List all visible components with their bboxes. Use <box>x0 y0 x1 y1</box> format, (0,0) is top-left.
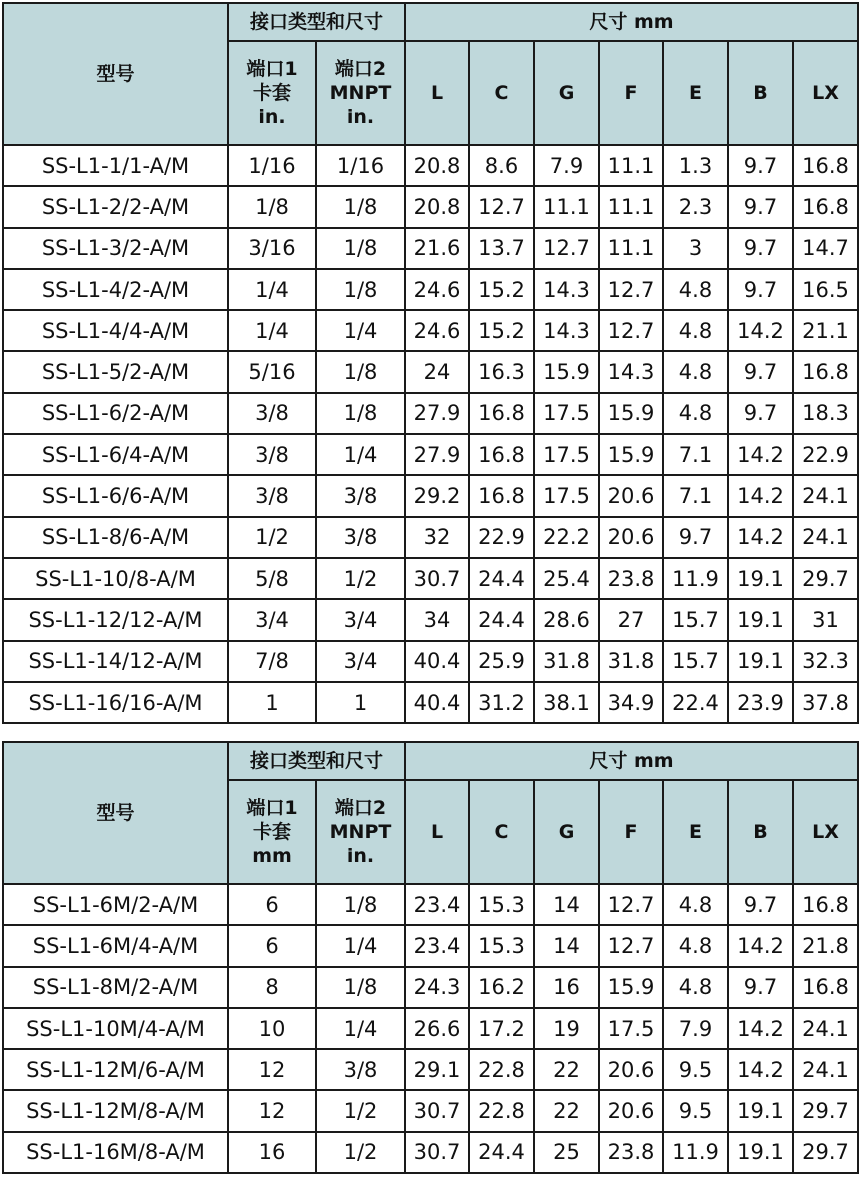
header-size-group: 尺寸 mm <box>405 3 858 41</box>
cell-f: 11.1 <box>599 228 663 269</box>
cell-b: 9.7 <box>728 269 793 310</box>
cell-lx: 24.1 <box>793 1049 858 1090</box>
header-port2-unit: in. <box>346 106 375 129</box>
cell-lx: 16.8 <box>793 145 858 186</box>
cell-port1: 16 <box>228 1132 316 1173</box>
cell-c: 16.8 <box>469 434 534 475</box>
cell-port2: 1 <box>316 682 405 723</box>
header-dim-lx: LX <box>793 41 858 145</box>
cell-g: 17.5 <box>534 393 599 434</box>
header-port1-line1: 端口1 <box>246 57 298 80</box>
cell-lx: 32.3 <box>793 641 858 682</box>
header-port2-line1: 端口2 <box>334 57 387 80</box>
cell-g: 14 <box>534 925 599 966</box>
cell-e: 4.8 <box>663 351 728 392</box>
cell-lx: 24.1 <box>793 517 858 558</box>
cell-b: 9.7 <box>728 351 793 392</box>
cell-e: 2.3 <box>663 186 728 227</box>
cell-l: 24.3 <box>405 967 469 1008</box>
table-row <box>3 641 858 682</box>
table-row <box>3 310 858 351</box>
cell-lx: 18.3 <box>793 393 858 434</box>
cell-lx: 24.1 <box>793 1008 858 1049</box>
cell-model: SS-L1-14/12-A/M <box>3 641 228 682</box>
cell-b: 9.7 <box>728 967 793 1008</box>
cell-e: 11.9 <box>663 558 728 599</box>
cell-c: 24.4 <box>469 599 534 640</box>
cell-c: 22.8 <box>469 1049 534 1090</box>
cell-b: 9.7 <box>728 884 793 925</box>
cell-b: 14.2 <box>728 517 793 558</box>
header-dim-l: L <box>405 41 469 145</box>
cell-l: 21.6 <box>405 228 469 269</box>
header-dim-g: G <box>534 41 599 145</box>
table-row <box>3 1049 858 1090</box>
table-row <box>3 393 858 434</box>
header-port1 <box>228 41 316 145</box>
table-row <box>3 1090 858 1131</box>
table-row <box>3 599 858 640</box>
cell-lx: 16.8 <box>793 967 858 1008</box>
cell-model: SS-L1-6/6-A/M <box>3 475 228 516</box>
cell-c: 16.3 <box>469 351 534 392</box>
cell-port1: 12 <box>228 1049 316 1090</box>
cell-g: 14.3 <box>534 310 599 351</box>
table-row <box>3 558 858 599</box>
table-row <box>3 1132 858 1173</box>
header-dim-f: F <box>599 41 663 145</box>
cell-port1: 7/8 <box>228 641 316 682</box>
cell-f: 20.6 <box>599 1090 663 1131</box>
cell-c: 13.7 <box>469 228 534 269</box>
cell-port2: 3/4 <box>316 641 405 682</box>
cell-port2: 1/16 <box>316 145 405 186</box>
cell-lx: 14.7 <box>793 228 858 269</box>
header-dim-e: E <box>663 780 728 884</box>
cell-port1: 3/8 <box>228 393 316 434</box>
cell-f: 31.8 <box>599 641 663 682</box>
cell-g: 14 <box>534 884 599 925</box>
cell-lx: 29.7 <box>793 558 858 599</box>
cell-f: 20.6 <box>599 1049 663 1090</box>
cell-e: 4.8 <box>663 269 728 310</box>
cell-e: 11.9 <box>663 1132 728 1173</box>
table-row <box>3 228 858 269</box>
header-port2 <box>316 41 405 145</box>
cell-c: 22.9 <box>469 517 534 558</box>
cell-port1: 1/2 <box>228 517 316 558</box>
cell-port1: 1/4 <box>228 269 316 310</box>
cell-c: 22.8 <box>469 1090 534 1131</box>
cell-port2: 1/2 <box>316 1132 405 1173</box>
cell-port1: 8 <box>228 967 316 1008</box>
cell-l: 24.6 <box>405 310 469 351</box>
cell-model: SS-L1-8M/2-A/M <box>3 967 228 1008</box>
cell-port1: 6 <box>228 884 316 925</box>
cell-port1: 6 <box>228 925 316 966</box>
cell-port2: 1/8 <box>316 967 405 1008</box>
cell-b: 9.7 <box>728 228 793 269</box>
cell-model: SS-L1-12/12-A/M <box>3 599 228 640</box>
cell-lx: 22.9 <box>793 434 858 475</box>
metric-dimensions-table <box>2 741 859 1174</box>
cell-b: 23.9 <box>728 682 793 723</box>
cell-port2: 3/8 <box>316 1049 405 1090</box>
cell-g: 22 <box>534 1090 599 1131</box>
header-size-group: 尺寸 mm <box>405 742 858 780</box>
header-port2-line2: MNPT <box>329 81 392 104</box>
cell-b: 14.2 <box>728 925 793 966</box>
cell-port2: 1/8 <box>316 884 405 925</box>
header-port1-unit: in. <box>258 106 286 129</box>
cell-g: 12.7 <box>534 228 599 269</box>
cell-e: 1.3 <box>663 145 728 186</box>
cell-f: 11.1 <box>599 145 663 186</box>
cell-c: 24.4 <box>469 1132 534 1173</box>
header-port2-line1: 端口2 <box>334 796 387 819</box>
header-dim-e: E <box>663 41 728 145</box>
cell-lx: 37.8 <box>793 682 858 723</box>
cell-port1: 5/8 <box>228 558 316 599</box>
header-dim-b: B <box>728 780 793 884</box>
cell-port2: 1/8 <box>316 186 405 227</box>
cell-port1: 3/16 <box>228 228 316 269</box>
cell-b: 14.2 <box>728 434 793 475</box>
cell-g: 17.5 <box>534 475 599 516</box>
header-port-group: 接口类型和尺寸 <box>228 742 405 780</box>
cell-f: 23.8 <box>599 1132 663 1173</box>
cell-g: 25 <box>534 1132 599 1173</box>
cell-model: SS-L1-2/2-A/M <box>3 186 228 227</box>
cell-l: 30.7 <box>405 558 469 599</box>
cell-c: 15.2 <box>469 310 534 351</box>
cell-port2: 3/8 <box>316 475 405 516</box>
cell-model: SS-L1-6/2-A/M <box>3 393 228 434</box>
cell-l: 24 <box>405 351 469 392</box>
cell-g: 17.5 <box>534 434 599 475</box>
header-port2-unit: in. <box>346 845 375 868</box>
cell-e: 7.1 <box>663 434 728 475</box>
cell-e: 15.7 <box>663 599 728 640</box>
cell-e: 4.8 <box>663 310 728 351</box>
cell-port1: 1/8 <box>228 186 316 227</box>
cell-l: 32 <box>405 517 469 558</box>
cell-l: 34 <box>405 599 469 640</box>
cell-c: 16.8 <box>469 475 534 516</box>
cell-c: 16.8 <box>469 393 534 434</box>
header-model: 型号 <box>3 742 228 884</box>
cell-lx: 16.5 <box>793 269 858 310</box>
cell-model: SS-L1-5/2-A/M <box>3 351 228 392</box>
cell-port2: 1/2 <box>316 1090 405 1131</box>
cell-port2: 1/4 <box>316 925 405 966</box>
cell-port2: 3/8 <box>316 517 405 558</box>
cell-model: SS-L1-4/4-A/M <box>3 310 228 351</box>
cell-e: 9.5 <box>663 1049 728 1090</box>
cell-model: SS-L1-8/6-A/M <box>3 517 228 558</box>
cell-c: 17.2 <box>469 1008 534 1049</box>
cell-e: 15.7 <box>663 641 728 682</box>
cell-port2: 1/8 <box>316 228 405 269</box>
cell-lx: 16.8 <box>793 186 858 227</box>
cell-e: 4.8 <box>663 393 728 434</box>
cell-f: 12.7 <box>599 925 663 966</box>
cell-l: 29.1 <box>405 1049 469 1090</box>
cell-e: 3 <box>663 228 728 269</box>
header-dim-f: F <box>599 780 663 884</box>
cell-e: 4.8 <box>663 967 728 1008</box>
cell-model: SS-L1-6/4-A/M <box>3 434 228 475</box>
cell-e: 9.7 <box>663 517 728 558</box>
cell-f: 15.9 <box>599 967 663 1008</box>
header-dim-c: C <box>469 41 534 145</box>
cell-b: 19.1 <box>728 558 793 599</box>
cell-lx: 29.7 <box>793 1132 858 1173</box>
cell-f: 15.9 <box>599 434 663 475</box>
table-row <box>3 186 858 227</box>
header-dim-b: B <box>728 41 793 145</box>
cell-lx: 24.1 <box>793 475 858 516</box>
table-row <box>3 967 858 1008</box>
cell-model: SS-L1-4/2-A/M <box>3 269 228 310</box>
cell-b: 19.1 <box>728 1132 793 1173</box>
cell-e: 7.9 <box>663 1008 728 1049</box>
cell-f: 20.6 <box>599 475 663 516</box>
cell-e: 22.4 <box>663 682 728 723</box>
cell-port2: 1/4 <box>316 434 405 475</box>
cell-l: 30.7 <box>405 1132 469 1173</box>
header-port-group: 接口类型和尺寸 <box>228 3 405 41</box>
cell-e: 7.1 <box>663 475 728 516</box>
table-row <box>3 1008 858 1049</box>
cell-port1: 1/16 <box>228 145 316 186</box>
cell-c: 25.9 <box>469 641 534 682</box>
cell-port1: 3/8 <box>228 475 316 516</box>
cell-g: 31.8 <box>534 641 599 682</box>
cell-l: 20.8 <box>405 145 469 186</box>
header-port1-line2: 卡套 <box>252 820 291 843</box>
cell-b: 14.2 <box>728 1008 793 1049</box>
cell-c: 24.4 <box>469 558 534 599</box>
cell-g: 25.4 <box>534 558 599 599</box>
cell-c: 12.7 <box>469 186 534 227</box>
cell-port1: 12 <box>228 1090 316 1131</box>
cell-port2: 1/8 <box>316 351 405 392</box>
cell-model: SS-L1-16M/8-A/M <box>3 1132 228 1173</box>
inch-dimensions-table <box>2 2 859 724</box>
table-row <box>3 884 858 925</box>
header-model: 型号 <box>3 3 228 145</box>
cell-port1: 5/16 <box>228 351 316 392</box>
cell-c: 31.2 <box>469 682 534 723</box>
cell-port2: 1/8 <box>316 269 405 310</box>
header-port1 <box>228 780 316 884</box>
cell-port2: 1/4 <box>316 1008 405 1049</box>
cell-f: 12.7 <box>599 310 663 351</box>
cell-l: 24.6 <box>405 269 469 310</box>
cell-b: 19.1 <box>728 1090 793 1131</box>
cell-f: 23.8 <box>599 558 663 599</box>
cell-lx: 31 <box>793 599 858 640</box>
cell-f: 27 <box>599 599 663 640</box>
cell-l: 40.4 <box>405 682 469 723</box>
cell-c: 15.3 <box>469 884 534 925</box>
table-row <box>3 517 858 558</box>
cell-l: 26.6 <box>405 1008 469 1049</box>
cell-model: SS-L1-16/16-A/M <box>3 682 228 723</box>
cell-f: 14.3 <box>599 351 663 392</box>
header-port1-unit: mm <box>252 845 292 868</box>
cell-g: 22.2 <box>534 517 599 558</box>
cell-model: SS-L1-3/2-A/M <box>3 228 228 269</box>
cell-l: 20.8 <box>405 186 469 227</box>
cell-port1: 3/8 <box>228 434 316 475</box>
cell-port2: 3/4 <box>316 599 405 640</box>
cell-model: SS-L1-6M/4-A/M <box>3 925 228 966</box>
header-dim-l: L <box>405 780 469 884</box>
cell-model: SS-L1-6M/2-A/M <box>3 884 228 925</box>
cell-l: 30.7 <box>405 1090 469 1131</box>
cell-e: 4.8 <box>663 925 728 966</box>
cell-e: 4.8 <box>663 884 728 925</box>
cell-l: 27.9 <box>405 434 469 475</box>
cell-port1: 1 <box>228 682 316 723</box>
cell-model: SS-L1-10/8-A/M <box>3 558 228 599</box>
cell-c: 8.6 <box>469 145 534 186</box>
header-port1-line1: 端口1 <box>246 796 298 819</box>
cell-l: 40.4 <box>405 641 469 682</box>
header-dim-g: G <box>534 780 599 884</box>
cell-model: SS-L1-12M/8-A/M <box>3 1090 228 1131</box>
cell-port2: 1/2 <box>316 558 405 599</box>
cell-port2: 1/4 <box>316 310 405 351</box>
cell-g: 28.6 <box>534 599 599 640</box>
cell-lx: 29.7 <box>793 1090 858 1131</box>
cell-e: 9.5 <box>663 1090 728 1131</box>
cell-b: 9.7 <box>728 393 793 434</box>
cell-l: 23.4 <box>405 925 469 966</box>
cell-port1: 1/4 <box>228 310 316 351</box>
cell-f: 34.9 <box>599 682 663 723</box>
table-row <box>3 434 858 475</box>
cell-f: 12.7 <box>599 269 663 310</box>
cell-b: 14.2 <box>728 1049 793 1090</box>
header-port1-line2: 卡套 <box>252 81 291 104</box>
cell-model: SS-L1-1/1-A/M <box>3 145 228 186</box>
table-row <box>3 475 858 516</box>
cell-g: 15.9 <box>534 351 599 392</box>
header-port2 <box>316 780 405 884</box>
cell-b: 9.7 <box>728 186 793 227</box>
cell-model: SS-L1-12M/6-A/M <box>3 1049 228 1090</box>
cell-c: 15.2 <box>469 269 534 310</box>
cell-g: 14.3 <box>534 269 599 310</box>
cell-f: 15.9 <box>599 393 663 434</box>
cell-c: 16.2 <box>469 967 534 1008</box>
table-row <box>3 351 858 392</box>
table-row <box>3 925 858 966</box>
cell-f: 12.7 <box>599 884 663 925</box>
header-dim-c: C <box>469 780 534 884</box>
header-dim-lx: LX <box>793 780 858 884</box>
cell-b: 19.1 <box>728 599 793 640</box>
table-row <box>3 145 858 186</box>
cell-lx: 16.8 <box>793 351 858 392</box>
header-port2-line2: MNPT <box>329 820 392 843</box>
cell-f: 17.5 <box>599 1008 663 1049</box>
cell-g: 11.1 <box>534 186 599 227</box>
cell-l: 23.4 <box>405 884 469 925</box>
cell-l: 27.9 <box>405 393 469 434</box>
cell-b: 9.7 <box>728 145 793 186</box>
cell-port1: 10 <box>228 1008 316 1049</box>
cell-g: 19 <box>534 1008 599 1049</box>
cell-b: 14.2 <box>728 475 793 516</box>
cell-lx: 16.8 <box>793 884 858 925</box>
cell-c: 15.3 <box>469 925 534 966</box>
cell-lx: 21.8 <box>793 925 858 966</box>
table-row <box>3 682 858 723</box>
cell-lx: 21.1 <box>793 310 858 351</box>
cell-g: 22 <box>534 1049 599 1090</box>
cell-b: 19.1 <box>728 641 793 682</box>
table-row <box>3 269 858 310</box>
cell-f: 20.6 <box>599 517 663 558</box>
cell-g: 38.1 <box>534 682 599 723</box>
cell-f: 11.1 <box>599 186 663 227</box>
cell-port1: 3/4 <box>228 599 316 640</box>
cell-g: 16 <box>534 967 599 1008</box>
cell-l: 29.2 <box>405 475 469 516</box>
cell-b: 14.2 <box>728 310 793 351</box>
cell-g: 7.9 <box>534 145 599 186</box>
cell-port2: 1/8 <box>316 393 405 434</box>
cell-model: SS-L1-10M/4-A/M <box>3 1008 228 1049</box>
